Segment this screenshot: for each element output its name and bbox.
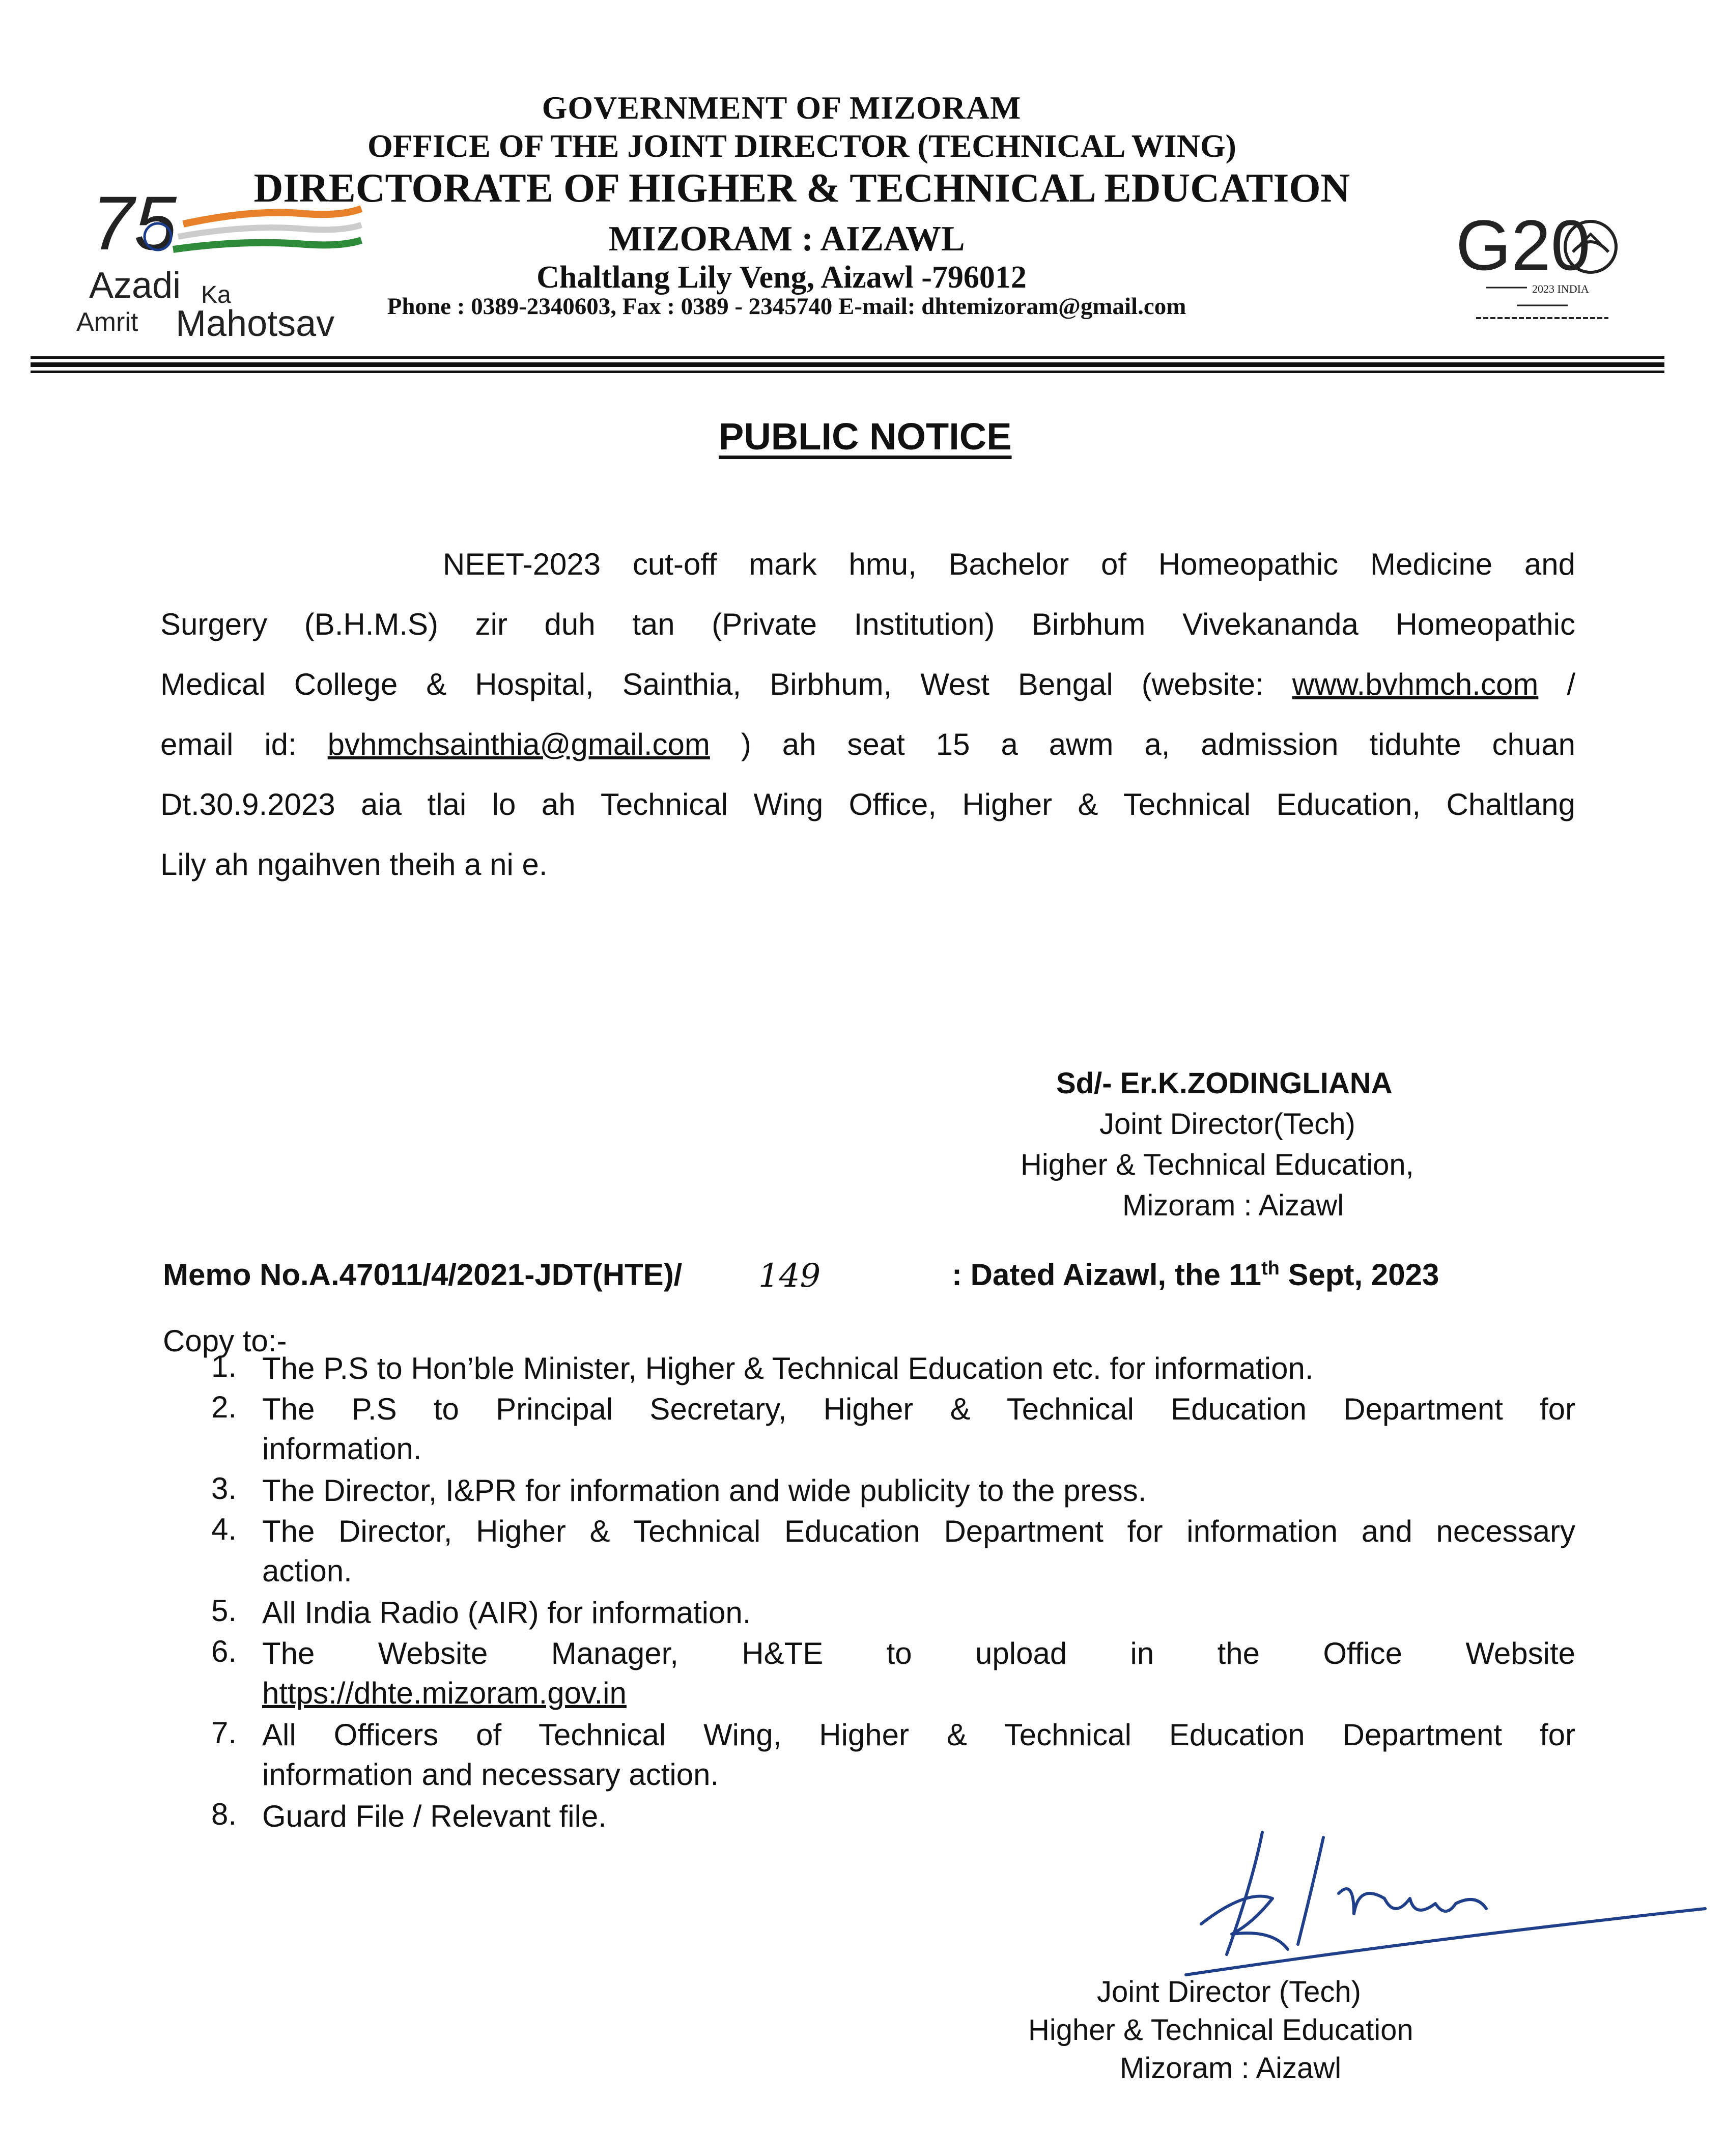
- list-number: 8.: [211, 1797, 237, 1831]
- list-text: [262, 1471, 1575, 1511]
- body-line-5: Dt.30.9.2023 aia tlai lo ah Technical Wing Office, Higher & Technical Education, Chaltlang: [160, 787, 1575, 821]
- list-text-line: All Officers of Technical Wing, Higher & Technical Education Department for: [262, 1718, 1575, 1752]
- list-text-line: information and necessary action.: [262, 1757, 719, 1792]
- logo-ka-text: Ka: [201, 281, 231, 308]
- memo-date-suffix-sup: th: [1261, 1258, 1280, 1279]
- list-number: 6.: [211, 1634, 237, 1668]
- notice-title: PUBLIC NOTICE: [719, 415, 1012, 458]
- body-line-6: Lily ah ngaihven theih a ni e.: [160, 847, 548, 882]
- list-number: 3.: [211, 1471, 237, 1506]
- signatory2-department: Higher & Technical Education: [1028, 2013, 1413, 2047]
- list-text-line: The Director, I&PR for information and wide publicity to the press.: [262, 1473, 1147, 1508]
- logo-amrit-text: Amrit: [76, 307, 138, 337]
- body-line-1: NEET-2023 cut-off mark hmu, Bachelor of Homeopathic Medicine and: [443, 547, 1575, 581]
- list-text-line: All India Radio (AIR) for information.: [262, 1596, 751, 1630]
- header-office: OFFICE OF THE JOINT DIRECTOR (TECHNICAL WING): [367, 128, 1236, 164]
- list-text: [262, 1634, 1575, 1713]
- memo-number: Memo No.A.47011/4/2021-JDT(HTE)/: [163, 1258, 683, 1292]
- notice-body: [160, 534, 1575, 895]
- signatory-place: Mizoram : Aizawl: [1122, 1189, 1344, 1222]
- header-rule-bottom: [31, 371, 1664, 373]
- azadi-ka-amrit-mahotsav-logo: [76, 180, 372, 344]
- header-rule-top: [31, 356, 1664, 359]
- body-line-3: [160, 655, 1575, 715]
- header-government: GOVERNMENT OF MIZORAM: [542, 90, 1022, 126]
- signatory-name: Sd/- Er.K.ZODINGLIANA: [1056, 1067, 1393, 1100]
- logo-g20-text: G20: [1456, 205, 1591, 285]
- logo-azadi-text: Azadi: [89, 265, 181, 306]
- signatory-designation: Joint Director(Tech): [1099, 1108, 1355, 1141]
- memo-date-month-year: Sept, 2023: [1279, 1258, 1439, 1292]
- list-text: [262, 1349, 1575, 1388]
- memo-date: [952, 1257, 1439, 1292]
- signatory2-designation: Joint Director (Tech): [1097, 1975, 1361, 2008]
- list-text-line: action.: [262, 1554, 352, 1588]
- logo-g20-subtext: 2023 INDIA: [1532, 282, 1589, 295]
- body-line-4-label: email id:: [160, 727, 297, 761]
- body-line-3-text: Medical College & Hospital, Sainthia, Birbhum, West Bengal (website:: [160, 667, 1264, 701]
- logo-mahotsav-text: Mahotsav: [176, 303, 335, 344]
- header-address: Chaltlang Lily Veng, Aizawl -796012: [536, 260, 1027, 295]
- copy-to-label: Copy to:-: [163, 1324, 287, 1358]
- header-rule-middle: [31, 362, 1664, 367]
- list-number: 4.: [211, 1512, 237, 1546]
- header-contact: Phone : 0389-2340603, Fax : 0389 - 2345740 E-mail: dhtemizoram@gmail.com: [387, 293, 1186, 320]
- list-text-line: The Website Manager, H&TE to upload in the Office Website: [262, 1636, 1575, 1670]
- body-line-3-slash: /: [1567, 667, 1575, 701]
- list-text-line: Guard File / Relevant file.: [262, 1799, 607, 1833]
- list-number: 7.: [211, 1716, 237, 1750]
- list-number: 1.: [211, 1349, 237, 1383]
- handwritten-signature: [1171, 1822, 1710, 1995]
- list-number: 2.: [211, 1390, 237, 1424]
- signatory-department: Higher & Technical Education,: [1021, 1148, 1414, 1181]
- g20-logo: [1456, 204, 1624, 331]
- website-link[interactable]: www.bvhmch.com: [1292, 667, 1539, 701]
- list-text: [262, 1715, 1575, 1795]
- header-city: MIZORAM : AIZAWL: [608, 219, 965, 259]
- memo-date-prefix: : Dated Aizawl, the 11: [952, 1258, 1261, 1292]
- list-text-line: The Director, Higher & Technical Education Department for information and necessary: [262, 1514, 1575, 1548]
- memo-handwritten-number: 149: [758, 1257, 821, 1295]
- body-line-4: [160, 715, 1575, 775]
- email-link[interactable]: bvhmchsainthia@gmail.com: [327, 727, 710, 761]
- logo-75-text: 75: [92, 180, 177, 266]
- office-website-link[interactable]: https://dhte.mizoram.gov.in: [262, 1676, 627, 1710]
- list-text: [262, 1389, 1575, 1469]
- body-line-4-text: ) ah seat 15 a awm a, admission tiduhte chuan: [741, 727, 1576, 761]
- body-line-2: Surgery (B.H.M.S) zir duh tan (Private Institution) Birbhum Vivekananda Homeopathic: [160, 607, 1575, 641]
- list-text-line: The P.S to Hon’ble Minister, Higher & Technical Education etc. for information.: [262, 1351, 1314, 1385]
- list-text-line: information.: [262, 1432, 422, 1466]
- header-directorate: DIRECTORATE OF HIGHER & TECHNICAL EDUCATION: [253, 166, 1350, 211]
- list-text: [262, 1512, 1575, 1591]
- list-text-line: The P.S to Principal Secretary, Higher & Technical Education Department for: [262, 1392, 1575, 1426]
- list-number: 5.: [211, 1594, 237, 1628]
- signatory2-place: Mizoram : Aizawl: [1120, 2052, 1342, 2085]
- list-text: [262, 1593, 1575, 1633]
